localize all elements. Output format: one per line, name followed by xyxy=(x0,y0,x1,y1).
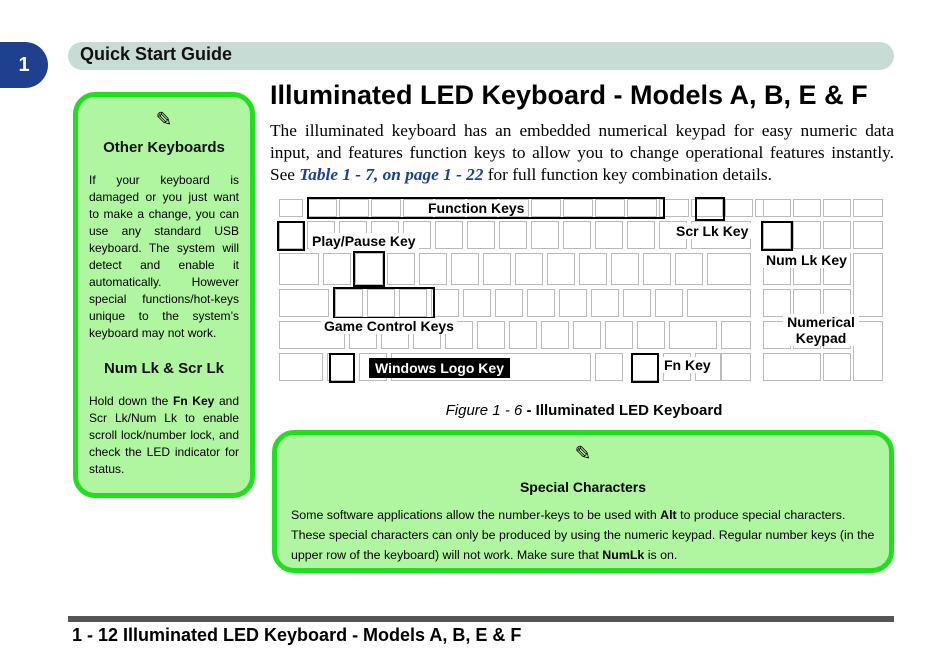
label-windows-logo: Windows Logo Key xyxy=(369,358,510,378)
key-f xyxy=(431,289,459,317)
intro-text-b: for full function key combination details. xyxy=(483,165,772,184)
label-numerical-keypad: Numerical Keypad xyxy=(783,314,859,346)
sidebar-heading-other-keyboards: Other Keyboards xyxy=(103,139,225,156)
key-u xyxy=(515,253,543,285)
key-slash xyxy=(637,321,665,349)
label-function-keys: Function Keys xyxy=(425,200,527,216)
key-num-4 xyxy=(763,289,791,317)
label-play-pause: Play/Pause Key xyxy=(309,233,419,249)
key-o xyxy=(579,253,607,285)
key-up xyxy=(721,321,751,349)
label-num-lk: Num Lk Key xyxy=(763,252,850,268)
key-m xyxy=(541,321,569,349)
special-numlk: NumLk xyxy=(602,548,645,562)
key-j xyxy=(527,289,555,317)
special-text-c: is on. xyxy=(644,548,678,562)
key-9 xyxy=(563,221,591,249)
keyboard-figure xyxy=(275,197,887,387)
special-text-a: Some software applications allow the number-keys to be used with xyxy=(291,508,661,522)
sidebar-para2-text-a: Hold down the xyxy=(89,394,173,408)
header-title: Quick Start Guide xyxy=(80,44,233,64)
key-quote xyxy=(655,289,683,317)
footer-bar xyxy=(68,616,894,622)
key-h xyxy=(495,289,523,317)
key-k xyxy=(559,289,587,317)
sidebar-paragraph-2 xyxy=(89,393,239,478)
key-ralt xyxy=(595,353,623,381)
sidebar-para2-fn: Fn Key xyxy=(173,394,215,408)
key-capslock xyxy=(279,289,329,317)
label-game-control: Game Control Keys xyxy=(321,318,457,334)
key-pgup xyxy=(793,199,821,217)
key-e xyxy=(387,253,415,285)
key-q xyxy=(323,253,351,285)
key-num-0 xyxy=(763,353,821,381)
special-characters-text xyxy=(291,505,875,565)
key-rshift xyxy=(669,321,717,349)
key-end xyxy=(853,199,883,217)
key-num-dot xyxy=(823,353,851,381)
key-esc xyxy=(279,199,303,217)
figure-caption xyxy=(270,402,898,419)
key-r xyxy=(419,253,447,285)
key-n xyxy=(509,321,537,349)
game-asd-highlight xyxy=(333,287,435,319)
figure-number: Figure 1 - 6 xyxy=(445,402,523,419)
key-down xyxy=(721,353,751,381)
intro-text-a: The illuminated keyboard has an embedded numerical keypad for easy numeric data input, and features function keys to allow you to change operational features instantly. See xyxy=(270,121,894,184)
pencil-icon: ✎ xyxy=(155,109,173,131)
key-rbracket xyxy=(675,253,703,285)
key-num-6 xyxy=(823,289,851,317)
key-l xyxy=(591,289,619,317)
key-num-5 xyxy=(793,289,821,317)
key-lbracket xyxy=(643,253,671,285)
key-b xyxy=(477,321,505,349)
pencil-icon: ✎ xyxy=(574,443,592,465)
key-period xyxy=(605,321,633,349)
game-w-highlight xyxy=(353,251,385,287)
scr-lk-highlight xyxy=(695,197,725,221)
sidebar-paragraph-1: If your keyboard is damaged or you just want to make a change, you can use any standard USB keyboard. The system will detect and enable it automatically. However special functions/hot-keys unique to the system’s keyboard may not work. xyxy=(89,173,239,340)
sidebar-para2-text-b: and Scr Lk/Num Lk to enable scroll lock/number lock, and check the LED indicator for status. xyxy=(89,394,239,476)
special-characters-heading: Special Characters xyxy=(519,479,647,495)
chapter-number: 1 xyxy=(18,53,30,76)
page-title: Illuminated LED Keyboard - Models A, B, E & F xyxy=(270,80,868,110)
key-backslash xyxy=(707,253,751,285)
play-pause-highlight xyxy=(277,221,305,251)
label-fn-key: Fn Key xyxy=(661,357,714,373)
key-7 xyxy=(499,221,527,249)
key-i xyxy=(547,253,575,285)
key-delete xyxy=(763,199,791,217)
special-alt: Alt xyxy=(660,508,677,522)
figure-title: - Illuminated LED Keyboard xyxy=(522,402,723,419)
key-t xyxy=(451,253,479,285)
table-reference-link[interactable]: Table 1 - 7, on page 1 - 22 xyxy=(299,165,484,184)
key-comma xyxy=(573,321,601,349)
key-num-plus xyxy=(853,253,883,317)
sidebar-note xyxy=(73,92,255,498)
key-pgdn xyxy=(823,199,851,217)
fn-key-highlight xyxy=(631,353,659,383)
key-minus xyxy=(627,221,655,249)
key-g xyxy=(463,289,491,317)
chapter-tab xyxy=(0,42,48,88)
key-semicolon xyxy=(623,289,651,317)
windows-key-highlight xyxy=(329,353,355,383)
key-6 xyxy=(467,221,495,249)
key-tab xyxy=(279,253,319,285)
key-lctrl xyxy=(279,353,323,381)
num-lk-highlight xyxy=(761,221,793,251)
intro-paragraph xyxy=(270,120,894,186)
key-0 xyxy=(595,221,623,249)
label-scr-lk: Scr Lk Key xyxy=(673,223,751,239)
key-scrlk xyxy=(725,199,753,217)
key-num-multiply xyxy=(823,221,851,249)
key-num-minus xyxy=(853,221,883,249)
key-5 xyxy=(435,221,463,249)
special-characters-note xyxy=(272,430,894,573)
key-y xyxy=(483,253,511,285)
key-p xyxy=(611,253,639,285)
key-num-divide xyxy=(793,221,821,249)
footer-text: 1 - 12 Illuminated LED Keyboard - Models A, B, E & F xyxy=(72,625,522,645)
key-8 xyxy=(531,221,559,249)
key-enter xyxy=(687,289,751,317)
sidebar-heading-num-scr: Num Lk & Scr Lk xyxy=(103,360,225,377)
special-text-b: to produce special characters. These special characters can only be produced by using the numeric keypad. Regular number keys (in the upper row of the keyboard) will not work. Make sure that xyxy=(291,508,875,562)
